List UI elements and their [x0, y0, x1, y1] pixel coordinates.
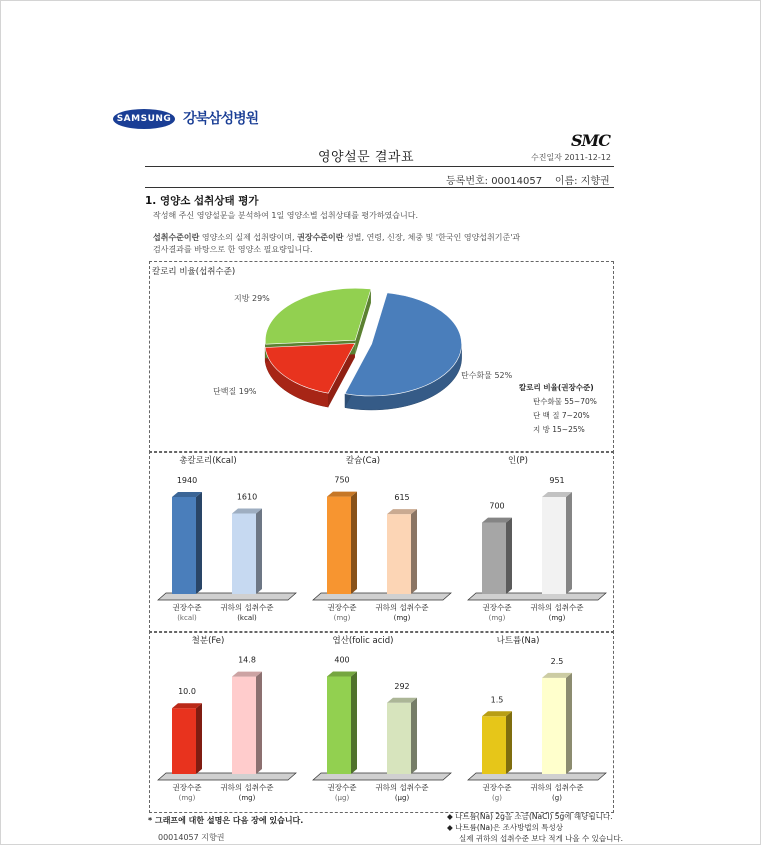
bullet-icon: ◆ — [447, 823, 453, 832]
iron-unit-intake: (mg) — [238, 794, 256, 802]
folic-acid-category-recommended: 권장수준 — [327, 783, 357, 792]
iron-bar-intake — [232, 677, 256, 774]
folic-acid-bar-intake — [387, 703, 411, 774]
sodium-note-1 — [447, 811, 613, 822]
footnote-graph: * 그래프에 대한 설명은 다음 장에 있습니다. — [148, 816, 304, 825]
phosphorus-bar-intake — [542, 497, 566, 594]
pie-chart — [150, 262, 611, 450]
calcium-category-recommended: 권장수준 — [327, 603, 357, 612]
iron-bar-recommended-side — [196, 703, 202, 774]
phosphorus-value-intake: 951 — [549, 475, 565, 485]
folic-acid-chart-title: 엽산(folic acid) — [332, 636, 394, 646]
sodium-chart-title: 나트륨(Na) — [496, 636, 540, 646]
sodium-value-recommended: 1.5 — [490, 695, 504, 705]
sodium-category-intake: 귀하의 섭취수준 — [530, 783, 584, 792]
header-divider — [145, 166, 614, 167]
calorie-value-recommended: 1940 — [176, 476, 198, 485]
calcium-value-recommended: 750 — [334, 475, 350, 485]
phosphorus-value-recommended: 700 — [489, 501, 505, 511]
iron-value-intake: 14.8 — [238, 655, 256, 665]
phosphorus-bar-recommended-side — [506, 518, 512, 594]
iron-unit-recommended: (mg) — [178, 794, 196, 802]
phosphorus-unit-recommended: (mg) — [488, 614, 506, 622]
phosphorus-chart-floor — [468, 593, 606, 600]
calcium-unit-recommended: (mg) — [333, 614, 351, 622]
sodium-bar-recommended-side — [506, 711, 512, 774]
sodium-bar-intake-side — [566, 673, 572, 774]
recommended-carb: 탄수화물 55~70% — [533, 397, 597, 406]
calcium-bar-intake — [387, 514, 411, 594]
intro-term-recommended: 권장수준이란 — [297, 233, 344, 242]
folic-acid-bar-intake-side — [411, 698, 417, 774]
smc-logo: SMC — [571, 131, 610, 150]
calcium-bar-recommended-side — [351, 492, 357, 594]
recommended-fat: 지 방 15~25% — [533, 425, 585, 434]
sodium-chart-floor — [468, 773, 606, 780]
sodium-bar-intake — [542, 678, 566, 774]
recommended-ratio-title: 칼로리 비율(권장수준) — [519, 383, 594, 392]
intro-line-3: 검사결과를 바탕으로 한 영양소 필요량입니다. — [153, 245, 313, 254]
phosphorus-category-recommended: 권장수준 — [482, 603, 512, 612]
sodium-category-recommended: 권장수준 — [482, 783, 512, 792]
folic-acid-bar-recommended-side — [351, 671, 357, 774]
intro-text-b: 성별, 연령, 신장, 체중 및 '한국인 영양섭취기준'과 — [343, 233, 521, 242]
iron-chart-floor — [158, 773, 296, 780]
exam-date: 수진일자 2011-12-12 — [531, 153, 611, 162]
iron-chart-title: 철분(Fe) — [191, 636, 225, 646]
folic-acid-chart-floor — [313, 773, 451, 780]
pie-label-protein: 단백질 19% — [213, 387, 257, 396]
patient-name: 이름: 지향권 — [554, 176, 610, 187]
calorie-category-recommended: 권장수준 — [172, 603, 202, 612]
page-title: 영양설문 결과표 — [318, 150, 415, 165]
intro-term-intake: 섭취수준이란 — [153, 233, 200, 242]
calcium-chart-floor — [313, 593, 451, 600]
registration-number: 등록번호: 00014057 — [446, 176, 543, 187]
pie-label-fat: 지방 29% — [234, 294, 270, 303]
pie-label-carbohydrate: 탄수화물 52% — [461, 371, 513, 380]
iron-value-recommended: 10.0 — [178, 687, 196, 697]
samsung-logo: SAMSUNG — [113, 109, 175, 129]
pie-slice-protein — [265, 343, 355, 393]
calorie-value-intake: 1610 — [236, 492, 258, 502]
calorie-unit-recommended: (kcal) — [177, 614, 197, 622]
calorie-chart-title: 총칼로리(Kcal) — [179, 456, 237, 466]
footer-id: 00014057 지향권 — [158, 833, 225, 842]
sodium-unit-intake: (g) — [552, 794, 562, 802]
pie-slice-fat — [265, 288, 371, 344]
folic-acid-unit-intake: (μg) — [394, 794, 410, 802]
calcium-bar-recommended — [327, 497, 351, 594]
phosphorus-bar-intake-side — [566, 492, 572, 594]
pie-caption: 칼로리 비율(섭취수준) — [152, 267, 236, 277]
sodium-note-1-text: 나트륨(Na) 2g을 소금(NaCl) 5g에 해당됩니다. — [455, 812, 613, 821]
sodium-note-2-text: 나트륨(Na)은 조사방법의 특성상 — [455, 823, 563, 832]
iron-category-intake: 귀하의 섭취수준 — [220, 783, 274, 792]
calorie-unit-intake: (kcal) — [237, 614, 257, 622]
registration-divider — [145, 187, 614, 188]
phosphorus-bar-recommended — [482, 523, 506, 594]
calcium-value-intake: 615 — [394, 493, 410, 503]
calorie-bar-recommended — [172, 497, 196, 594]
calcium-chart-title: 칼슘(Ca) — [345, 456, 381, 466]
intro-text-a: 영양소의 실제 섭취량이며, — [199, 233, 298, 242]
calcium-bar-intake-side — [411, 509, 417, 594]
sodium-bar-recommended — [482, 716, 506, 774]
calorie-bar-intake — [232, 514, 256, 595]
sodium-note-2 — [447, 822, 563, 833]
intro-line-1: 작성해 주신 영양설문을 분석하여 1일 영양소별 섭취상태를 평가하였습니다. — [153, 211, 418, 220]
section-title: 1. 영양소 섭취상태 평가 — [145, 195, 259, 207]
phosphorus-chart-title: 인(P) — [508, 456, 528, 466]
bar-charts — [150, 452, 611, 810]
folic-acid-value-intake: 292 — [394, 681, 410, 691]
calorie-category-intake: 귀하의 섭취수준 — [220, 603, 274, 612]
bullet-icon: ◆ — [447, 812, 453, 821]
folic-acid-category-intake: 귀하의 섭취수준 — [375, 783, 429, 792]
folic-acid-value-recommended: 400 — [334, 655, 350, 665]
iron-bar-intake-side — [256, 672, 262, 774]
folic-acid-unit-recommended: (μg) — [334, 794, 350, 802]
phosphorus-unit-intake: (mg) — [548, 614, 566, 622]
registration-info — [446, 172, 610, 187]
calcium-unit-intake: (mg) — [393, 614, 411, 622]
folic-acid-bar-recommended — [327, 676, 351, 774]
sodium-note-3: 실제 귀하의 섭취수준 보다 적게 나올 수 있습니다. — [459, 834, 623, 843]
hospital-name: 강북삼성병원 — [183, 111, 259, 127]
calcium-category-intake: 귀하의 섭취수준 — [375, 603, 429, 612]
calorie-bar-intake-side — [256, 509, 262, 595]
calorie-chart-floor — [158, 593, 296, 600]
iron-bar-recommended — [172, 708, 196, 774]
phosphorus-category-intake: 귀하의 섭취수준 — [530, 603, 584, 612]
calorie-bar-recommended-side — [196, 492, 202, 594]
sodium-value-intake: 2.5 — [550, 656, 564, 666]
iron-category-recommended: 권장수준 — [172, 783, 202, 792]
intro-line-2 — [153, 232, 520, 243]
sodium-unit-recommended: (g) — [492, 794, 502, 802]
recommended-protein: 단 백 질 7~20% — [533, 411, 590, 420]
